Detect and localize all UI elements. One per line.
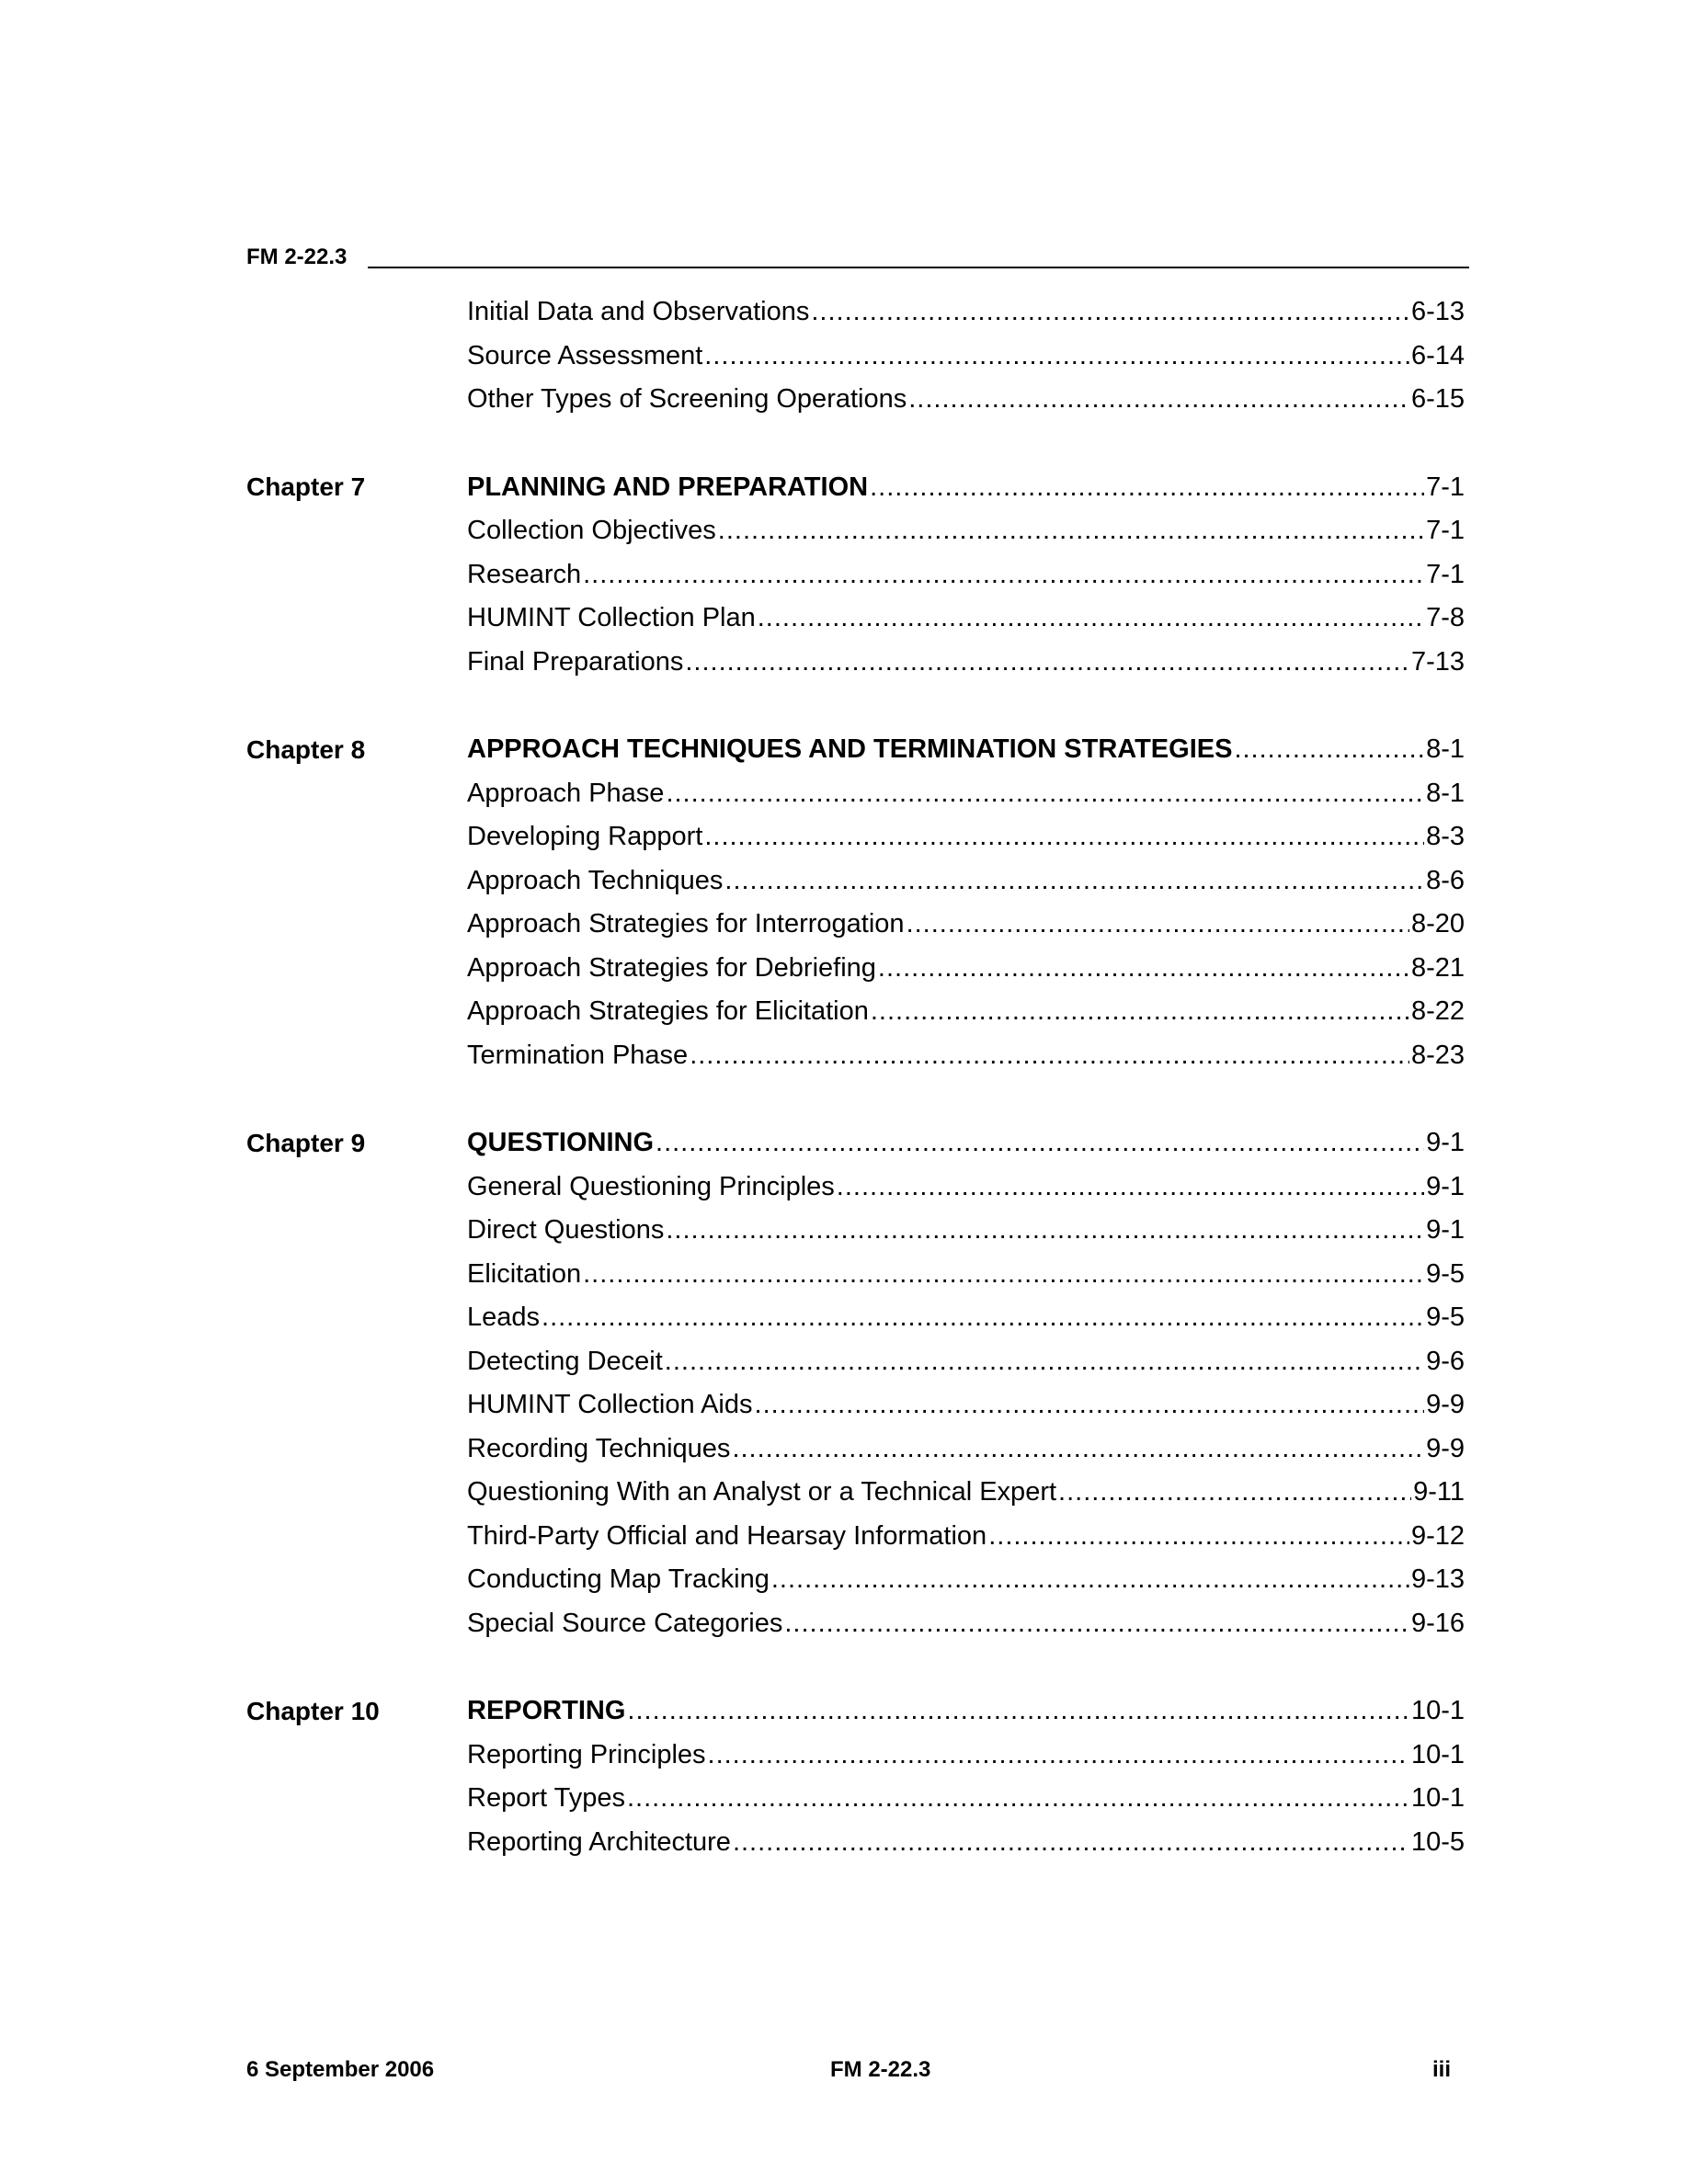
dot-leader xyxy=(878,953,1409,984)
section-link[interactable] xyxy=(467,1783,1465,1814)
page-number: 10-5 xyxy=(1410,1826,1465,1857)
section-title: Source Assessment xyxy=(467,340,703,370)
footer-doc-id: FM 2-22.3 xyxy=(830,2057,931,2082)
section-title: Special Source Categories xyxy=(467,1608,783,1638)
section-title: Questioning With an Analyst or a Technical Expert xyxy=(467,1477,1057,1507)
toc-chapter-row xyxy=(246,1689,1465,1734)
page-number: 7-8 xyxy=(1426,603,1465,633)
chapter-title: QUESTIONING xyxy=(467,1128,655,1158)
section-title: Direct Questions xyxy=(467,1215,665,1246)
dot-leader xyxy=(666,1215,1424,1246)
section-link[interactable] xyxy=(467,384,1465,415)
section-title: HUMINT Collection Aids xyxy=(467,1390,753,1420)
toc-entry-row xyxy=(246,903,1465,947)
section-link[interactable] xyxy=(467,1347,1465,1377)
page-number: 9-5 xyxy=(1426,1302,1465,1333)
section-link[interactable] xyxy=(467,866,1465,896)
footer-date: 6 September 2006 xyxy=(246,2057,435,2082)
dot-leader xyxy=(1234,734,1424,765)
section-title: Third-Party Official and Hearsay Information xyxy=(467,1520,987,1551)
section-title: Conducting Map Tracking xyxy=(467,1564,770,1595)
dot-leader xyxy=(908,384,1409,415)
section-link[interactable] xyxy=(467,341,1465,371)
toc-entry-row xyxy=(246,1383,1465,1428)
toc-chapter-row xyxy=(246,1121,1465,1166)
toc-entry-row xyxy=(246,1734,1465,1778)
chapter-title: APPROACH TECHNIQUES AND TERMINATION STRATEGIES xyxy=(467,734,1233,765)
section-link[interactable] xyxy=(467,560,1465,590)
section-link[interactable] xyxy=(467,647,1465,677)
page-number: 10-1 xyxy=(1410,1783,1465,1814)
toc-entry-row xyxy=(246,1602,1465,1646)
page-number: 9-6 xyxy=(1426,1346,1465,1376)
toc-entry-row xyxy=(246,1428,1465,1472)
page-number: 8-20 xyxy=(1410,909,1465,939)
section-title: Approach Strategies for Interrogation xyxy=(467,909,905,939)
section-title: Initial Data and Observations xyxy=(467,297,810,327)
page-number: 6-14 xyxy=(1410,340,1465,370)
chapter-title: PLANNING AND PREPARATION xyxy=(467,472,869,502)
section-title: Approach Strategies for Debriefing xyxy=(467,952,876,983)
toc-entry-row xyxy=(246,1821,1465,1865)
toc-continued-group xyxy=(246,290,1465,422)
page-number: 9-1 xyxy=(1426,1171,1465,1201)
chapter-label: Chapter 10 xyxy=(246,1696,380,1725)
dot-leader xyxy=(718,516,1424,546)
section-link[interactable] xyxy=(467,1609,1465,1639)
chapter-label: Chapter 9 xyxy=(246,1128,366,1157)
running-header xyxy=(246,243,1469,272)
toc-chapter-group xyxy=(246,466,1465,685)
page-number: 8-23 xyxy=(1410,1040,1465,1070)
section-link[interactable] xyxy=(467,516,1465,546)
section-title: Report Types xyxy=(467,1783,625,1814)
section-title: Leads xyxy=(467,1302,541,1333)
section-title: Approach Strategies for Elicitation xyxy=(467,996,869,1027)
section-link[interactable] xyxy=(467,909,1465,939)
section-title: Other Types of Screening Operations xyxy=(467,384,907,415)
page-number: 7-1 xyxy=(1426,559,1465,589)
toc-chapter-group xyxy=(246,1689,1465,1864)
section-link[interactable] xyxy=(467,1041,1465,1071)
toc-entry-row xyxy=(246,1034,1465,1078)
dot-leader xyxy=(627,1696,1409,1726)
page-number: 7-1 xyxy=(1426,516,1465,546)
dot-leader xyxy=(988,1521,1409,1552)
toc-entry-row xyxy=(246,990,1465,1034)
toc-entry-row xyxy=(246,335,1465,379)
section-link[interactable] xyxy=(467,1302,1465,1333)
toc-entry-row xyxy=(246,290,1465,335)
page-number: 9-11 xyxy=(1413,1477,1465,1507)
toc-entry-row xyxy=(246,1558,1465,1602)
page-footer xyxy=(246,2057,1451,2087)
chapter-title-link[interactable] xyxy=(467,734,1465,765)
page-number: 8-6 xyxy=(1426,865,1465,895)
section-title: Approach Phase xyxy=(467,778,665,808)
dot-leader xyxy=(583,1259,1424,1290)
header-doc-id: FM 2-22.3 xyxy=(246,245,348,269)
chapter-title-link[interactable] xyxy=(467,1128,1465,1158)
dot-leader xyxy=(733,1827,1409,1858)
section-title: Collection Objectives xyxy=(467,516,716,546)
page-number: 9-9 xyxy=(1426,1433,1465,1463)
section-title: Termination Phase xyxy=(467,1040,689,1070)
section-link[interactable] xyxy=(467,1477,1465,1507)
dot-leader xyxy=(542,1302,1424,1333)
page-number: 9-1 xyxy=(1426,1128,1465,1158)
toc-entry-row xyxy=(246,641,1465,685)
dot-leader xyxy=(583,560,1424,590)
table-of-contents xyxy=(246,290,1465,1908)
page-number: 8-22 xyxy=(1410,996,1465,1027)
page-number: 10-1 xyxy=(1410,1739,1465,1769)
dot-leader xyxy=(665,1347,1424,1377)
toc-entry-row xyxy=(246,1340,1465,1384)
toc-entry-row xyxy=(246,597,1465,641)
page-number: 6-13 xyxy=(1410,297,1465,327)
dot-leader xyxy=(627,1783,1409,1814)
toc-entry-row xyxy=(246,1777,1465,1821)
dot-leader xyxy=(907,909,1409,939)
dot-leader xyxy=(666,779,1424,809)
header-rule xyxy=(368,267,1469,268)
section-title: Elicitation xyxy=(467,1258,582,1289)
chapter-label: Chapter 8 xyxy=(246,734,366,764)
toc-chapter-row xyxy=(246,728,1465,772)
section-link[interactable] xyxy=(467,953,1465,984)
dot-leader xyxy=(784,1609,1409,1639)
page-number: 9-5 xyxy=(1426,1258,1465,1289)
section-title: Reporting Architecture xyxy=(467,1826,731,1857)
section-title: Final Preparations xyxy=(467,646,684,677)
page-number: 10-1 xyxy=(1410,1696,1465,1726)
toc-entry-row xyxy=(246,378,1465,422)
page-number: 9-16 xyxy=(1410,1608,1465,1638)
dot-leader xyxy=(685,647,1409,677)
section-title: Research xyxy=(467,559,582,589)
footer-page-number: iii xyxy=(1431,2057,1451,2082)
chapter-label: Chapter 7 xyxy=(246,472,366,502)
section-link[interactable] xyxy=(467,779,1465,809)
page-number: 6-15 xyxy=(1410,384,1465,415)
page-number: 9-12 xyxy=(1410,1520,1465,1551)
section-link[interactable] xyxy=(467,996,1465,1027)
toc-entry-row xyxy=(246,947,1465,991)
toc-chapter-group xyxy=(246,728,1465,1077)
toc-entry-row xyxy=(246,859,1465,904)
dot-leader xyxy=(732,1434,1424,1464)
toc-entry-row xyxy=(246,553,1465,597)
section-title: HUMINT Collection Plan xyxy=(467,603,756,633)
chapter-title-link[interactable] xyxy=(467,472,1465,503)
dot-leader xyxy=(708,1740,1409,1770)
toc-entry-row xyxy=(246,1471,1465,1515)
toc-entry-row xyxy=(246,815,1465,859)
chapter-title-link[interactable] xyxy=(467,1696,1465,1726)
section-title: Detecting Deceit xyxy=(467,1346,663,1376)
page-number: 8-1 xyxy=(1426,778,1465,808)
dot-leader xyxy=(704,822,1424,852)
page-number: 9-9 xyxy=(1426,1390,1465,1420)
toc-entry-row xyxy=(246,1166,1465,1210)
toc-entry-row xyxy=(246,1296,1465,1340)
section-title: Reporting Principles xyxy=(467,1739,706,1769)
toc-chapter-row xyxy=(246,466,1465,510)
toc-entry-row xyxy=(246,1253,1465,1297)
page-number: 7-1 xyxy=(1426,472,1465,502)
section-title: Developing Rapport xyxy=(467,822,703,852)
dot-leader xyxy=(724,866,1424,896)
section-title: Approach Techniques xyxy=(467,865,724,895)
section-link[interactable] xyxy=(467,1740,1465,1770)
page-number: 8-1 xyxy=(1426,734,1465,765)
dot-leader xyxy=(690,1041,1409,1071)
dot-leader xyxy=(704,341,1409,371)
toc-chapter-group xyxy=(246,1121,1465,1645)
section-link[interactable] xyxy=(467,297,1465,327)
section-link[interactable] xyxy=(467,1215,1465,1246)
page-number: 7-13 xyxy=(1410,646,1465,677)
dot-leader xyxy=(656,1128,1424,1158)
section-link[interactable] xyxy=(467,1564,1465,1595)
toc-entry-row xyxy=(246,509,1465,553)
toc-entry-row xyxy=(246,772,1465,816)
section-link[interactable] xyxy=(467,1434,1465,1464)
section-link[interactable] xyxy=(467,1172,1465,1202)
dot-leader xyxy=(755,1390,1425,1420)
section-title: Recording Techniques xyxy=(467,1433,731,1463)
toc-entry-row xyxy=(246,1209,1465,1253)
dot-leader xyxy=(870,472,1424,503)
section-link[interactable] xyxy=(467,822,1465,852)
dot-leader xyxy=(771,1564,1409,1595)
dot-leader xyxy=(871,996,1409,1027)
section-link[interactable] xyxy=(467,1259,1465,1290)
chapter-title: REPORTING xyxy=(467,1696,626,1726)
page-number: 8-21 xyxy=(1410,952,1465,983)
dot-leader xyxy=(811,297,1409,327)
page-number: 9-13 xyxy=(1410,1564,1465,1595)
page-number: 9-1 xyxy=(1426,1215,1465,1246)
toc-entry-row xyxy=(246,1515,1465,1559)
section-link[interactable] xyxy=(467,603,1465,633)
dot-leader xyxy=(837,1172,1424,1202)
section-link[interactable] xyxy=(467,1827,1465,1858)
page-number: 8-3 xyxy=(1426,822,1465,852)
dot-leader xyxy=(758,603,1424,633)
dot-leader xyxy=(1058,1477,1411,1507)
section-link[interactable] xyxy=(467,1390,1465,1420)
section-link[interactable] xyxy=(467,1521,1465,1552)
section-title: General Questioning Principles xyxy=(467,1171,835,1201)
